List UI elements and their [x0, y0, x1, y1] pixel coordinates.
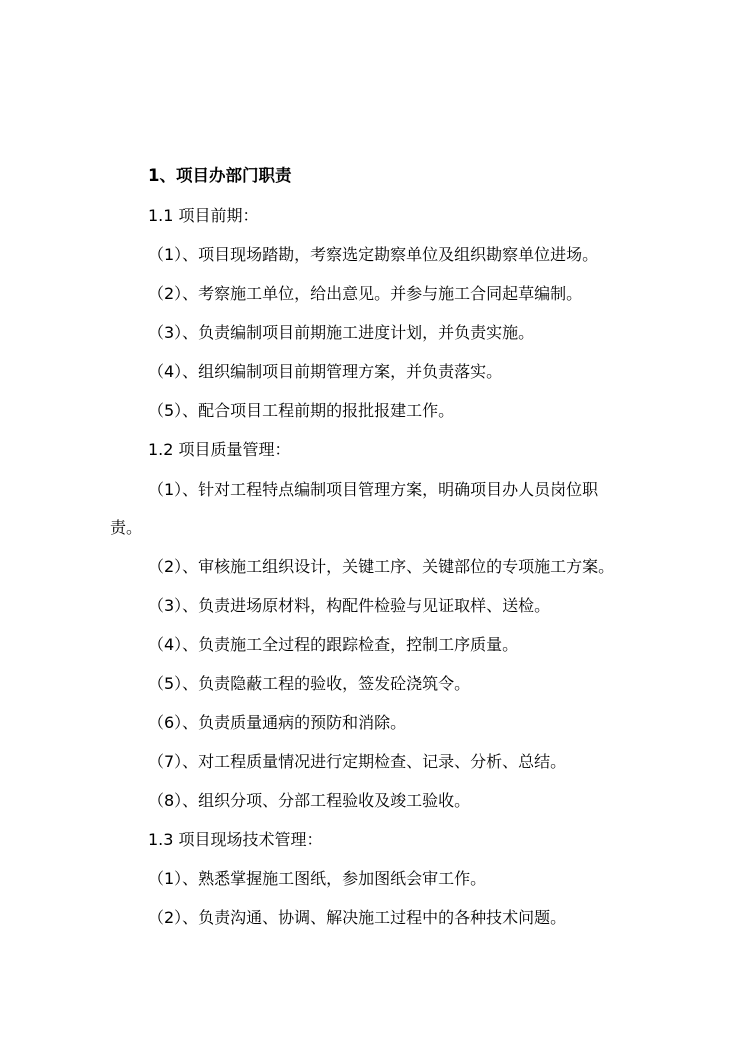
list-item: （8）、组织分项、分部工程验收及竣工验收。	[148, 791, 471, 810]
list-item: （4）、负责施工全过程的跟踪检查，控制工序质量。	[148, 635, 519, 654]
list-item: （4）、组织编制项目前期管理方案，并负责落实。	[148, 362, 503, 381]
list-item: （2）、负责沟通、协调、解决施工过程中的各种技术问题。	[148, 908, 567, 927]
section-title-1-3: 1.3 项目现场技术管理：	[148, 830, 323, 849]
list-item: （2）、审核施工组织设计，关键工序、关键部位的专项施工方案。	[148, 557, 615, 576]
list-item: （3）、负责进场原材料，构配件检验与见证取样、送检。	[148, 596, 551, 615]
list-item: （5）、负责隐蔽工程的验收，签发砼浇筑令。	[148, 674, 471, 693]
section-title-1-2: 1.2 项目质量管理：	[148, 440, 291, 459]
list-item: （7）、对工程质量情况进行定期检查、记录、分析、总结。	[148, 752, 567, 771]
list-item: （5）、配合项目工程前期的报批报建工作。	[148, 401, 455, 420]
list-item-continuation: 责。	[110, 518, 143, 537]
main-heading: 1、项目办部门职责	[148, 166, 292, 185]
section-title-1-1: 1.1 项目前期：	[148, 206, 259, 225]
list-item: （1）、项目现场踏勘，考察选定勘察单位及组织勘察单位进场。	[148, 245, 599, 264]
list-item: （2）、考察施工单位，给出意见。并参与施工合同起草编制。	[148, 284, 583, 303]
list-item: （1）、熟悉掌握施工图纸，参加图纸会审工作。	[148, 869, 487, 888]
list-item: （1）、针对工程特点编制项目管理方案，明确项目办人员岗位职	[148, 480, 599, 499]
list-item: （6）、负责质量通病的预防和消除。	[148, 713, 407, 732]
list-item: （3）、负责编制项目前期施工进度计划，并负责实施。	[148, 323, 535, 342]
